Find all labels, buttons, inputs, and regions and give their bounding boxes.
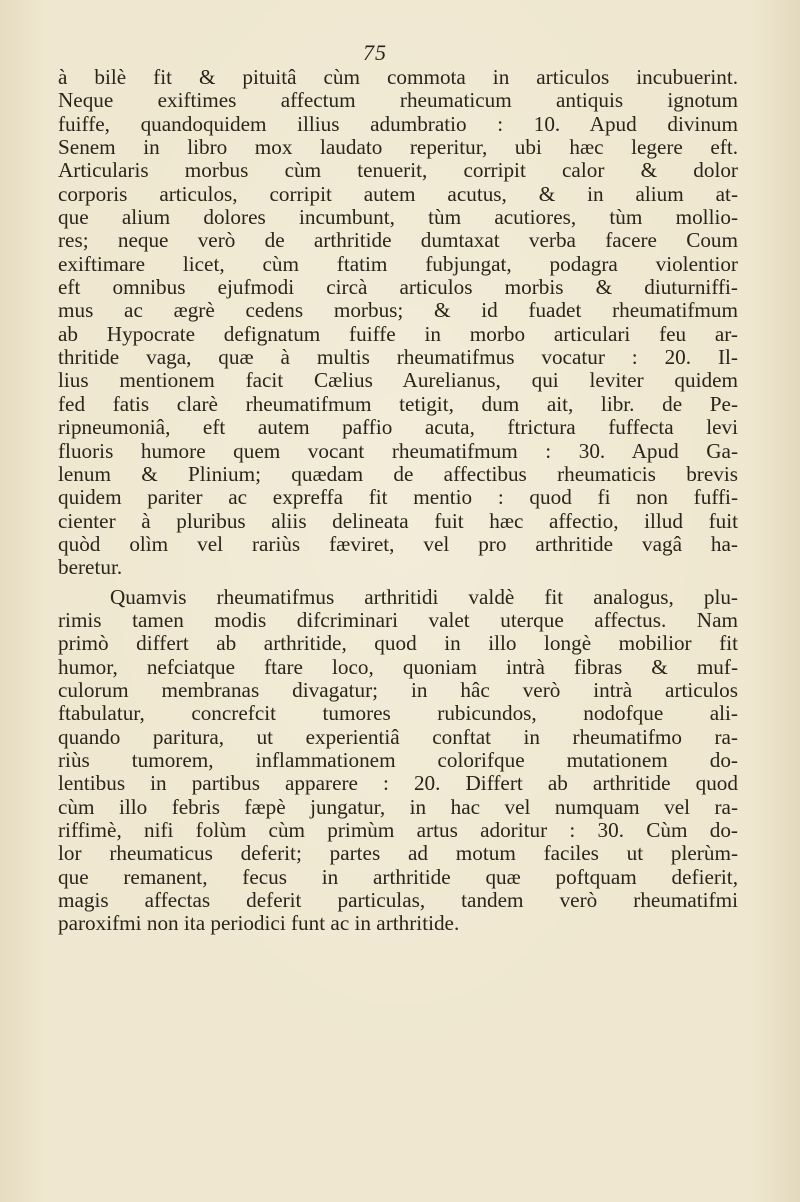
text-line: mus ac ægrè cedens morbus; & id fuadet rheumatifmum — [58, 298, 738, 323]
text-line: humor, nefciatque ftare loco, quoniam intrà fibras & muf- — [58, 654, 738, 679]
text-line: à bilè fit & pituitâ cùm commota in articulos incubuerint. — [58, 65, 738, 89]
text-line: corporis articulos, corripit autem acutus, & in alium at- — [58, 181, 738, 206]
text-line: paroxifmi non ita periodici funt ac in arthritide. — [58, 911, 460, 936]
text-line: cienter à pluribus aliis delineata fuit hæc affectio, illud fuit — [58, 508, 738, 533]
text-line: Senem in libro mox laudato reperitur, ubi hæc legere eft. — [58, 135, 738, 160]
text-line: quando paritura, ut experientiâ conftat in rheumatifmo ra- — [58, 724, 738, 749]
paragraph — [58, 586, 738, 936]
text-line: que alium dolores incumbunt, tùm acutiores, tùm mollio- — [58, 205, 738, 230]
text-line: Quamvis rheumatifmus arthritidi valdè fit analogus, plu- — [110, 584, 738, 609]
text-line: exiftimare licet, cùm ftatim fubjungat, podagra violentior — [58, 251, 738, 276]
body-text — [58, 66, 738, 936]
paragraph — [58, 66, 738, 580]
text-line: quidem pariter ac expreffa fit mentio : quod fi non fuffi- — [58, 485, 738, 510]
text-line: riffimè, nifi folùm cùm primùm artus adoritur : 30. Cùm do- — [58, 818, 738, 842]
text-line: ftabulatur, concrefcit tumores rubicundos, nodofque ali- — [58, 701, 738, 726]
text-line: fluoris humore quem vocant rheumatifmum : 30. Apud Ga- — [58, 438, 738, 463]
text-line: Neque exiftimes affectum rheumaticum antiquis ignotum — [58, 88, 738, 113]
text-line: lius mentionem facit Cælius Aurelianus, qui leviter quidem — [58, 368, 738, 393]
text-line: quòd olìm vel rariùs fæviret, vel pro arthritide vagâ ha- — [58, 531, 738, 556]
text-line: primò differt ab arthritide, quod in illo longè mobilior fit — [58, 631, 738, 656]
text-line: res; neque verò de arthritide dumtaxat verba facere Coum — [58, 228, 738, 253]
text-line: ab Hypocrate defignatum fuiffe in morbo articulari feu ar- — [58, 321, 738, 346]
text-line: lentibus in partibus apparere : 20. Differt ab arthritide quod — [58, 771, 738, 796]
text-line: thritide vaga, quæ à multis rheumatifmus vocatur : 20. Il- — [58, 345, 738, 370]
text-line: lor rheumaticus deferit; partes ad motum faciles ut plerùm- — [58, 841, 738, 866]
text-line: cùm illo febris fæpè jungatur, in hac vel numquam vel ra- — [58, 794, 738, 819]
text-line: fed fatis clarè rheumatifmum tetigit, dum ait, libr. de Pe- — [58, 391, 738, 416]
page-number: 75 — [363, 40, 387, 65]
text-line: rimis tamen modis difcriminari valet uterque affectus. Nam — [58, 607, 738, 632]
text-line: culorum membranas divagatur; in hâc verò intrà articulos — [58, 677, 738, 702]
text-line: ripneumoniâ, eft autem paffio acuta, ftrictura fuffecta levi — [58, 415, 738, 440]
text-line: que remanent, fecus in arthritide quæ poftquam defierit, — [58, 864, 738, 889]
text-line: riùs tumorem, inflammationem colorifque mutationem do- — [58, 747, 738, 772]
text-line: beretur. — [58, 555, 123, 580]
text-line: magis affectas deferit particulas, tandem verò rheumatifmi — [58, 888, 738, 913]
text-line: eft omnibus ejufmodi circà articulos morbis & diuturniffi- — [58, 275, 738, 300]
text-line: lenum & Plinium; quædam de affectibus rheumaticis brevis — [58, 461, 738, 486]
text-line: Articularis morbus cùm tenuerit, corripit calor & dolor — [58, 158, 738, 183]
text-line: fuiffe, quandoquidem illius adumbratio : 10. Apud divinum — [58, 111, 738, 136]
